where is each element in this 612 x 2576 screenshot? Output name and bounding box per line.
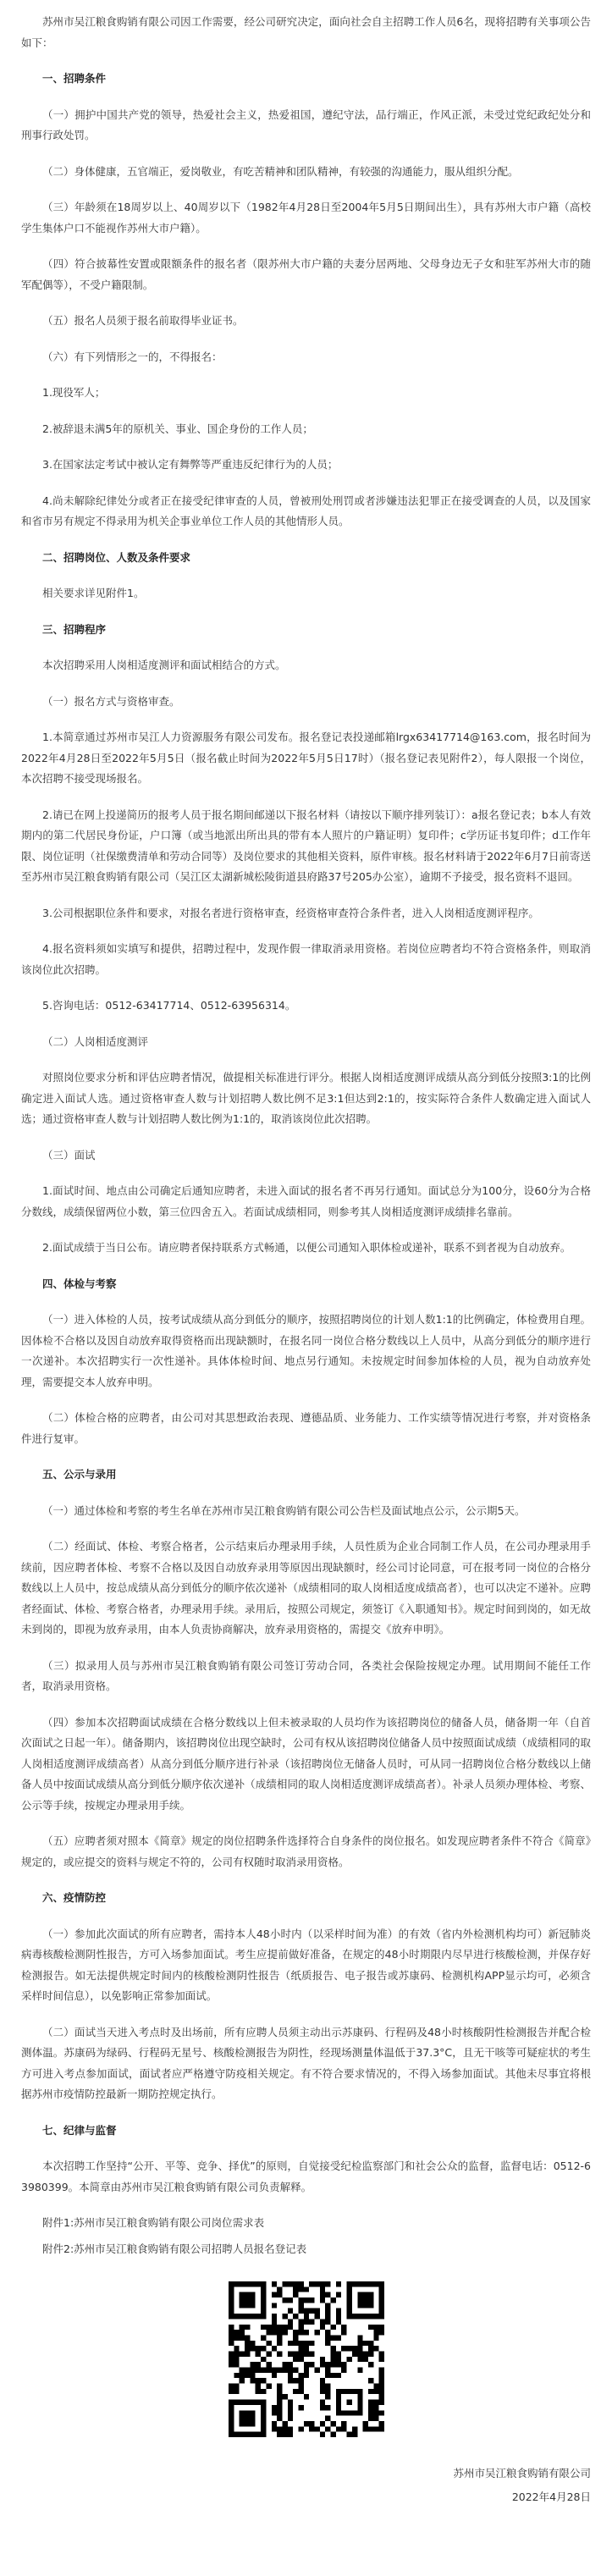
paragraph: （二）体检合格的应聘者，由公司对其思想政治表现、遵德品质、业务能力、工作实绩等情况进行考察，并对资格条件进行复审。 xyxy=(21,1411,591,1445)
paragraph: 1.本简章通过苏州市吴江人力资源服务有限公司发布。报名登记表投递邮箱lrgx63417714@163.com，报名时间为2022年4月28日至2022年5月5日（报名截止时间为2022年5月5日17时）（报名登记表见附件2），每人限报一个岗位，本次招聘不接受现场报名。 xyxy=(21,731,591,785)
paragraph: 4.尚未解除纪律处分或者正在接受纪律审查的人员，曾被刑处刑罚或者涉嫌违法犯罪正在接受调查的人员，以及国家和省市另有规定不得录用为机关企事业单位工作人员的其他情形人员。 xyxy=(21,494,591,527)
section-heading-epidemic: 六、疫情防控 xyxy=(42,1891,107,1904)
paragraph: 本次招聘采用人岗相适度测评和面试相结合的方式。 xyxy=(42,659,286,671)
paragraph: 2.请已在网上投递简历的报考人员于报名期间邮递以下报名材料（请按以下顺序排列装订）：a报名登记表；b本人有效期内的第二代居民身份证，户口簿（或当地派出所出具的带有本人照片的户籍证明）复印件；c学历证书复印件；d工作年限、岗位证明（社保缴费清单和劳动合同等）及岗位要求的其他相关资料，原件审核。报名材料请于2022年6月7日前寄送至苏州市吴江粮食购销有限公司（吴江区太湖新城松陵街道县府路37号205办公室），逾期不予接受，报名资料不退回。 xyxy=(21,808,591,883)
attachment-link[interactable]: 附件2:苏州市吴江粮食购销有限公司招聘人员报名登记表 xyxy=(42,2242,307,2255)
paragraph: （二）经面试、体检、考察合格者，公示结束后办理录用手续，人员性质为企业合同制工作人员，在公司办理录用手续前，因应聘者体检、考察不合格以及因自动放弃录用等原因出现缺额时，经公司讨论同意，可在报考同一岗位的合格分数线以上人员中，按总成绩从高分到低分的顺序依次递补（成绩相同的取人岗相适度成绩高者），也可以决定不递补。应聘者经面试、体检、考察合格者，办理录用手续。录用后，按照公司规定，须签订《入职通知书》。规定时间到岗的，如无故未到岗的，即视为放弃录用，由本人负责协商解决，放弃录用资格的，需提交《放弃申明》。 xyxy=(21,1540,591,1636)
qr-code-icon xyxy=(229,2281,384,2437)
signature-date: 2022年4月28日 xyxy=(511,2490,591,2503)
paragraph: （四）符合披幕性安置或限额条件的报名者（限苏州大市户籍的夫妻分居两地、父母身边无子女和驻军苏州大市的随军配偶等），不受户籍限制。 xyxy=(21,257,591,291)
paragraph: 本次招聘工作坚持“公开、平等、竞争、择优”的原则，自觉接受纪检监察部门和社会公众的监督，监督电话：0512-63980399。本简章由苏州市吴江粮食购销有限公司负责解释。 xyxy=(21,2160,591,2193)
section-heading-procedure: 三、招聘程序 xyxy=(42,622,107,636)
paragraph: 1.现役军人； xyxy=(42,386,106,399)
paragraph: （三）拟录用人员与苏州市吴江粮食购销有限公司签订劳动合同，各类社会保险按规定办理。试用期间不能任工作者，取消录用资格。 xyxy=(21,1658,591,1692)
subsection-heading: （三）面试 xyxy=(42,1148,96,1161)
paragraph: （二）面试当天进入考点时及出场前，所有应聘人员须主动出示苏康码、行程码及48小时核酸阴性检测报告并配合检测体温。苏康码为绿码、行程码无星号、核酸检测报告为阴性，经现场测量体温低于37.3°C，且无干咳等可疑症状的考生方可进入考点参加面试，面试者应严格遵守防疫相关规定。有不符合要求情况的，不得入场参加面试。其他未尽事宜将根据苏州市疫情防控最新一期防控规定执行。 xyxy=(21,2025,591,2100)
section-heading-discipline: 七、纪律与监督 xyxy=(42,2123,117,2137)
paragraph: （一）进入体检的人员，按考试成绩从高分到低分的顺序，按照招聘岗位的计划人数1:1的比例确定，体检费用自理。因体检不合格以及因自动放弃取得资格而出现缺额时，在报名同一岗位合格分数线以上人员中，从高分到低分的顺序进行一次递补。本次招聘实行一次性递补。具体体检时间、地点另行通知。未按规定时间参加体检的人员，视为自动放弃处理，需要提交本人放弃申明。 xyxy=(21,1313,591,1388)
signature-org: 苏州市吴江粮食购销有限公司 xyxy=(453,2466,591,2479)
paragraph: （一）通过体检和考察的考生名单在苏州市吴江粮食购销有限公司公告栏及面试地点公示，公示期5天。 xyxy=(42,1503,526,1517)
paragraph: 4.报名资料须如实填写和提供，招聘过程中，发现作假一律取消录用资格。若岗位应聘者均不符合资格条件，则取消该岗位此次招聘。 xyxy=(21,942,591,976)
section-heading-conditions: 一、招聘条件 xyxy=(42,72,107,85)
intro-paragraph: 苏州市吴江粮食购销有限公司因工作需要，经公司研究决定，面向社会自主招聘工作人员6名，现将招聘有关事项公告如下： xyxy=(21,15,591,49)
paragraph: 3.公司根据职位条件和要求，对报名者进行资格审查，经资格审查符合条件者，进入人岗相适度测评程序。 xyxy=(42,906,539,919)
paragraph: 2.被辞退未满5年的原机关、事业、国企身份的工作人员； xyxy=(42,422,313,435)
paragraph: （五）报名人员须于报名前取得毕业证书。 xyxy=(42,314,244,327)
attachments xyxy=(21,2213,591,2259)
paragraph: （一）参加此次面试的所有应聘者，需持本人48小时内（以采样时间为准）的有效（省内外检测机构均可）新冠肺炎病毒核酸检测阴性报告，方可入场参加面试。考生应提前做好准备，在规定的48小时期限内尽早进行核酸检测，并保存好检测报告。如无法提供规定时间内的核酸检测阴性报告（纸质报告、电子报告或苏康码、检测机构APP显示均可，必须含采样时间信息），以免影响正常参加面试。 xyxy=(21,1927,591,2002)
paragraph: （三）年龄须在18周岁以上、40周岁以下（1982年4月28日至2004年5月5日期间出生），具有苏州大市户籍（高校学生集体户口不能视作苏州大市户籍）。 xyxy=(21,201,591,234)
article-body xyxy=(21,12,591,2509)
section-heading-exam: 四、体检与考察 xyxy=(42,1277,117,1290)
qr-code-container xyxy=(21,2281,591,2445)
paragraph: （五）应聘者须对照本《简章》规定的岗位招聘条件选择符合自身条件的岗位报名。如发现应聘者条件不符合《简章》规定的，或应提交的资料与规定不符的，公司有权随时取消录用资格。 xyxy=(21,1834,591,1868)
paragraph: 5.咨询电话：0512-63417714、0512-63956314。 xyxy=(42,999,296,1012)
subsection-heading: （一）报名方式与资格审查。 xyxy=(42,694,180,708)
paragraph: （二）身体健康，五官端正，爱岗敬业，有吃苦精神和团队精神，有较强的沟通能力，服从组织分配。 xyxy=(42,164,519,178)
paragraph: （六）有下列情形之一的，不得报名： xyxy=(42,350,223,363)
attachment-link[interactable]: 附件1:苏州市吴江粮食购销有限公司岗位需求表 xyxy=(42,2216,265,2229)
paragraph: （一）拥护中国共产党的领导，热爱社会主义，热爱祖国，遵纪守法，品行端正，作风正派，未受过党纪政纪处分和刑事行政处罚。 xyxy=(21,108,591,141)
paragraph: （四）参加本次招聘面试成绩在合格分数线以上但未被录取的人员均作为该招聘岗位的储备人员，储备期一年（自首次面试之日起一年）。储备期内，该招聘岗位出现空缺时，公司有权从该招聘岗位储备人员中按照面试成绩（成绩相同的取人岗相适度测评成绩高者）从高分到低分顺序进行补录（该招聘岗位无储备人员时，可从同一招聘岗位合格分数线以上储备人员中按面试成绩从高分到低分顺序依次递补（成绩相同的取人岗相适度测评成绩高者）。补录人员须办理体检、考察、公示等手续，按规定办理录用手续。 xyxy=(21,1715,591,1812)
paragraph: 1.面试时间、地点由公司确定后通知应聘者，未进入面试的报名者不再另行通知。面试总分为100分，设60分为合格分数线，成绩保留两位小数，第三位四舍五入。若面试成绩相同，则参考其人岗相适度测评成绩排名靠前。 xyxy=(21,1184,591,1218)
subsection-heading: （二）人岗相适度测评 xyxy=(42,1034,149,1048)
paragraph: 对照岗位要求分析和评估应聘者情况，做提相关标准进行评分。根据人岗相适度测评成绩从高分到低分按照3:1的比例确定进入面试人选。通过资格审查人数与计划招聘人数比例不足3:1但达到2:1的，按实际符合条件人数确定进入面试人选；通过资格审查人数与计划招聘人数比例为1:1的，取消该岗位此次招聘。 xyxy=(21,1071,591,1125)
paragraph: 2.面试成绩于当日公布。请应聘者保持联系方式畅通，以便公司通知入职体检或递补，联系不到者视为自动放弃。 xyxy=(42,1241,571,1254)
paragraph: 相关要求详见附件1。 xyxy=(42,587,145,599)
section-heading-positions: 二、招聘岗位、人数及条件要求 xyxy=(42,550,191,564)
paragraph: 3.在国家法定考试中被认定有舞弊等严重违反纪律行为的人员； xyxy=(42,458,339,471)
section-heading-publicity: 五、公示与录用 xyxy=(42,1468,117,1481)
